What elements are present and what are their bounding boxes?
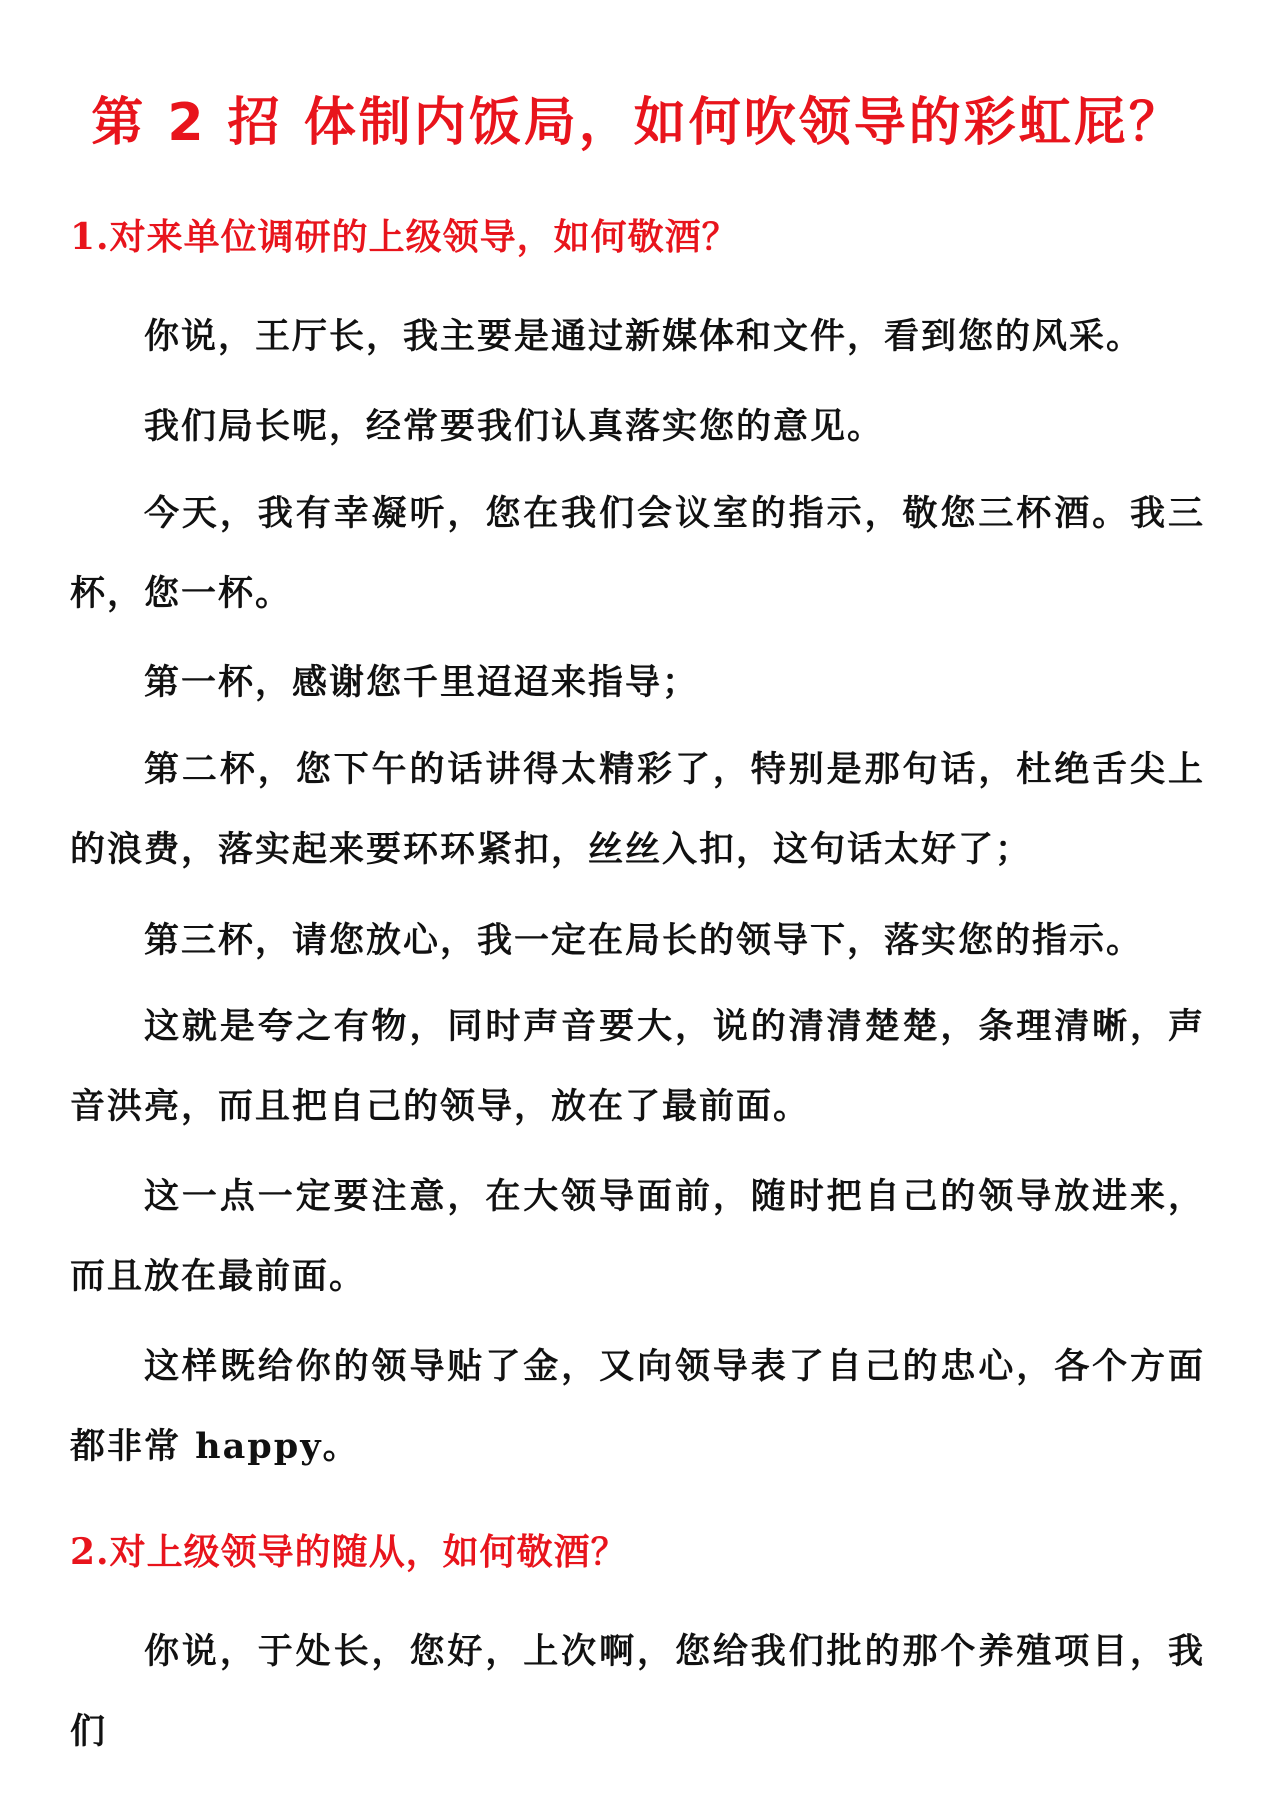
paragraph: 我们局长呢，经常要我们认真落实您的意见。 xyxy=(144,406,885,447)
section-heading-2: 2.对上级领导的随从，如何敬酒？ xyxy=(70,1531,628,1573)
paragraph: 这一点一定要注意，在大领导面前，随时把自己的领导放进来，而且放在最前面。 xyxy=(70,1176,1205,1297)
page-title: 第 2 招 体制内饭局，如何吹领导的彩虹屁？ xyxy=(91,93,1184,153)
paragraph: 这就是夸之有物，同时声音要大，说的清清楚楚，条理清晰，声音洪亮，而且把自己的领导，放在了最前面。 xyxy=(70,1006,1205,1127)
paragraph: 第一杯，感谢您千里迢迢来指导； xyxy=(144,662,700,703)
paragraph: 你说，于处长，您好，上次啊，您给我们批的那个养殖项目，我们 xyxy=(70,1631,1205,1752)
paragraph: 今天，我有幸凝听，您在我们会议室的指示，敬您三杯酒。我三杯，您一杯。 xyxy=(70,493,1205,614)
paragraph: 第三杯，请您放心，我一定在局长的领导下，落实您的指示。 xyxy=(144,920,1144,961)
paragraph: 这样既给你的领导贴了金，又向领导表了自己的忠心，各个方面都非常 happy。 xyxy=(70,1346,1205,1467)
section-heading-1: 1.对来单位调研的上级领导，如何敬酒？ xyxy=(70,216,739,258)
paragraph: 第二杯，您下午的话讲得太精彩了，特别是那句话，杜绝舌尖上的浪费，落实起来要环环紧扣，丝丝入扣，这句话太好了； xyxy=(70,749,1205,870)
paragraph: 你说，王厅长，我主要是通过新媒体和文件，看到您的风采。 xyxy=(144,316,1144,357)
